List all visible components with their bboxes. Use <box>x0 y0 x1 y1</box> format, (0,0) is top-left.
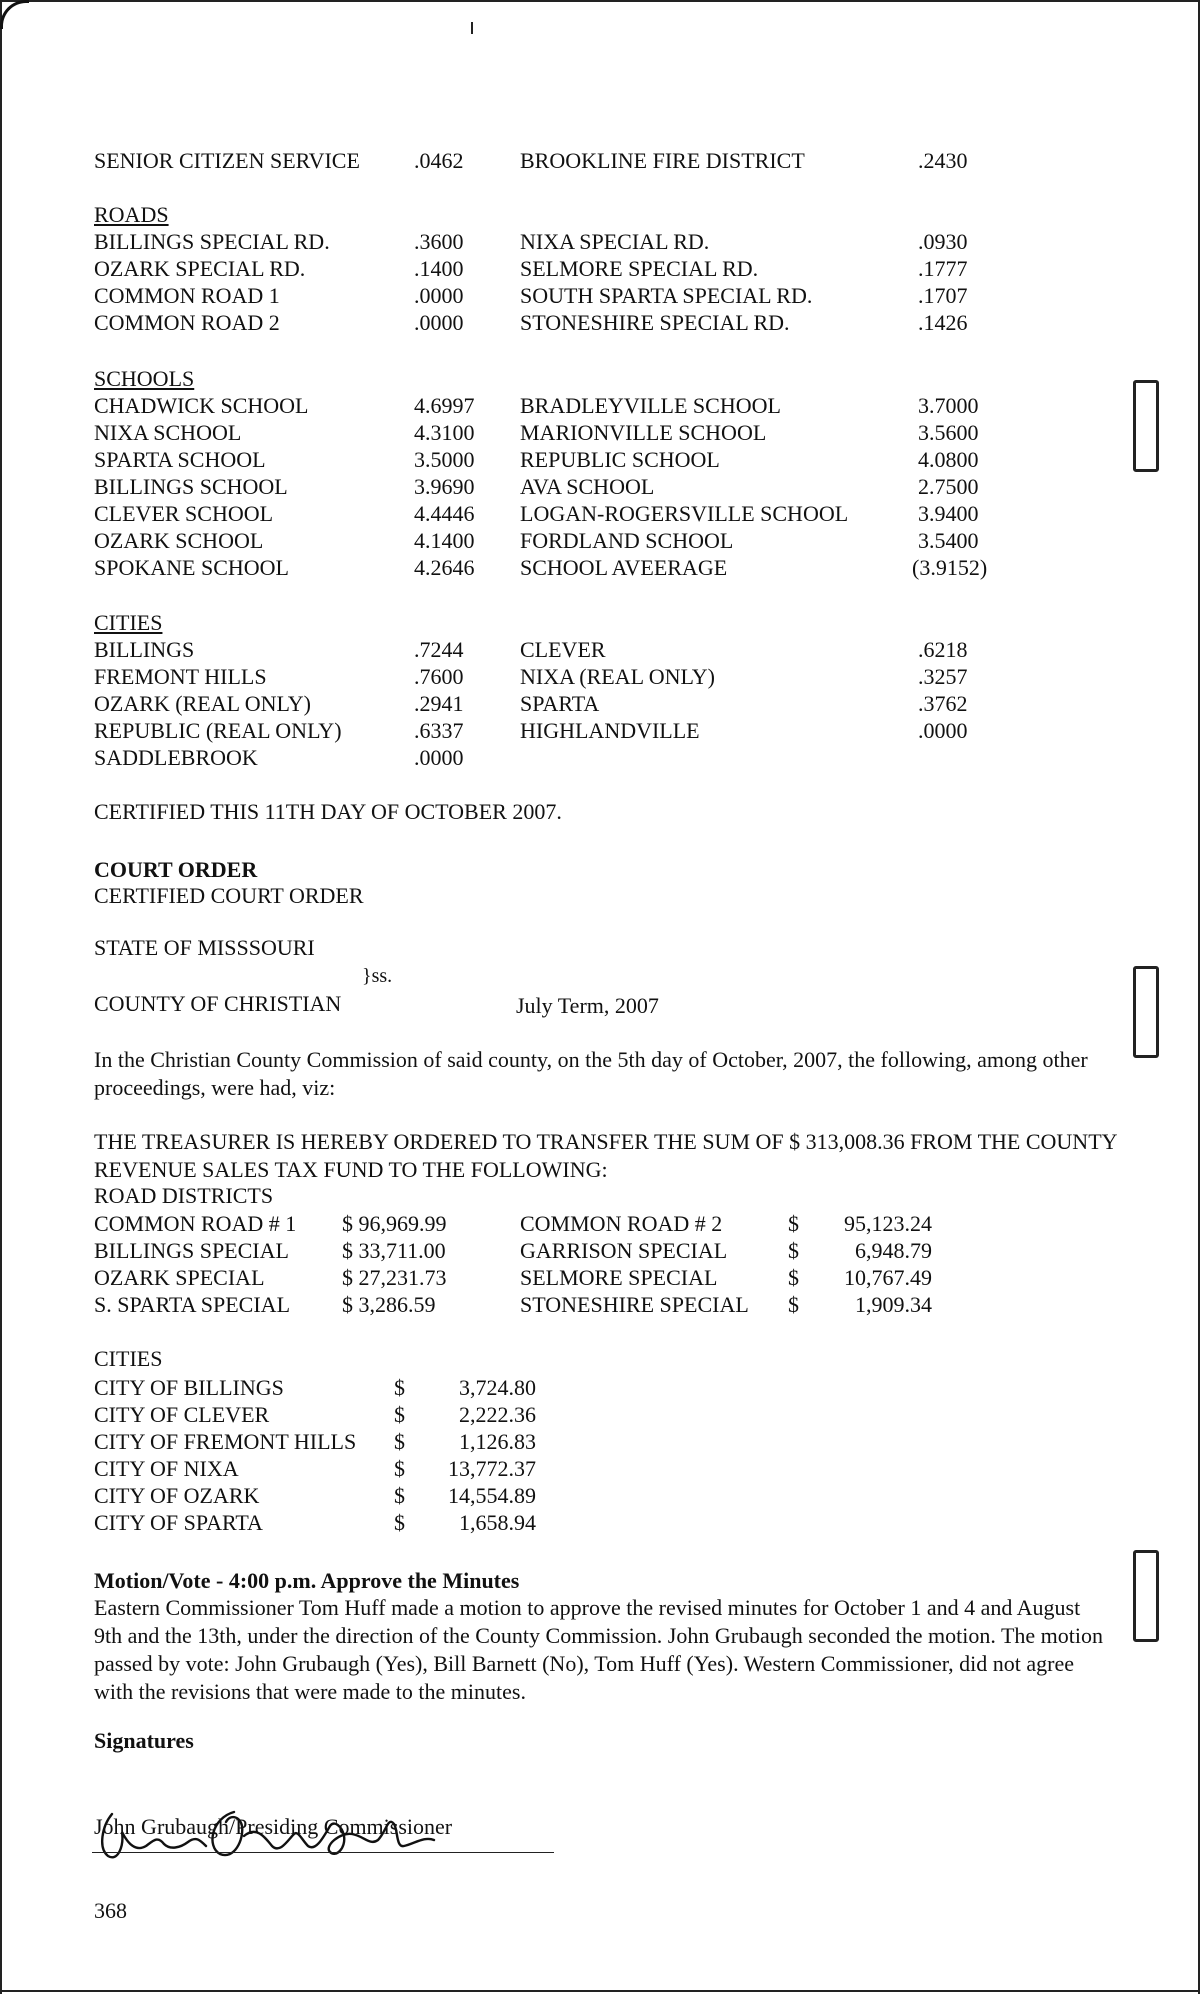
city-amount: 1,658.94 <box>459 1510 536 1535</box>
motion-paragraph: Eastern Commissioner Tom Huff made a motion to approve the revised minutes for October 1 and 4 and August 9th and the 13th, under the direction of the County Commission. John Grubaugh seconded the motion. The motion passed by vote: John Grubaugh (Yes), Bill Barnett (No), Tom Huff (Yes). Western Commissioner, did not agree with the revisions that were made to the minutes. <box>94 1595 1104 1704</box>
term-line: July Term, 2007 <box>516 993 659 1018</box>
levy-rate: .0462 <box>414 148 464 173</box>
levy-label: OZARK (REAL ONLY) <box>94 691 311 716</box>
levy-label: CLEVER <box>520 637 606 662</box>
levy-rate: .2941 <box>414 691 464 716</box>
levy-label: MARIONVILLE SCHOOL <box>520 420 767 445</box>
levy-label: OZARK SCHOOL <box>94 528 264 553</box>
levy-rate: 3.5600 <box>918 420 979 445</box>
levy-rate: .0000 <box>918 718 968 743</box>
table-row <box>94 1401 536 1428</box>
table-row <box>94 1482 536 1509</box>
court-order-subheading: CERTIFIED COURT ORDER <box>94 883 364 908</box>
table-row <box>94 1291 932 1318</box>
district-amount: $ 96,969.99 <box>342 1211 447 1236</box>
district-amount: $ 27,231.73 <box>342 1265 447 1290</box>
levy-label: REPUBLIC SCHOOL <box>520 447 720 472</box>
currency-symbol: $ <box>394 1483 405 1508</box>
section-heading-schools: SCHOOLS <box>94 366 195 391</box>
levy-rate: 3.7000 <box>918 393 979 418</box>
levy-label: LOGAN-ROGERSVILLE SCHOOL <box>520 501 849 526</box>
levy-rate: .6337 <box>414 718 464 743</box>
certification-line: CERTIFIED THIS 11TH DAY OF OCTOBER 2007. <box>94 799 562 824</box>
levy-rate: (3.9152) <box>912 555 988 580</box>
levy-label: COMMON ROAD 2 <box>94 310 280 335</box>
levy-rate: 4.4446 <box>414 501 475 526</box>
page-edge-top <box>0 0 1200 2</box>
district-name: COMMON ROAD # 1 <box>94 1211 297 1236</box>
district-name: GARRISON SPECIAL <box>520 1238 728 1263</box>
table-row <box>94 1509 536 1536</box>
levy-rate: .1426 <box>918 310 968 335</box>
levy-label: REPUBLIC (REAL ONLY) <box>94 718 342 743</box>
levy-label: CLEVER SCHOOL <box>94 501 274 526</box>
city-name: CITY OF NIXA <box>94 1456 239 1481</box>
currency-symbol: $ <box>788 1265 799 1290</box>
levy-label: SELMORE SPECIAL RD. <box>520 256 759 281</box>
levy-rate: .7244 <box>414 637 464 662</box>
punch-hole-3 <box>1133 1550 1159 1642</box>
levy-rate: .6218 <box>918 637 968 662</box>
levy-rate: 4.0800 <box>918 447 979 472</box>
scan-mark <box>471 22 473 34</box>
city-name: CITY OF SPARTA <box>94 1510 263 1535</box>
cities-transfer-table <box>94 1374 536 1536</box>
levy-label: OZARK SPECIAL RD. <box>94 256 306 281</box>
levy-label: SCHOOL AVEERAGE <box>520 555 728 580</box>
levy-label: SENIOR CITIZEN SERVICE <box>94 148 360 173</box>
levy-label: BILLINGS <box>94 637 195 662</box>
district-name: STONESHIRE SPECIAL <box>520 1292 749 1317</box>
table-row <box>94 1237 932 1264</box>
levy-label: BROOKLINE FIRE DISTRICT <box>520 148 805 173</box>
levy-label: BILLINGS SPECIAL RD. <box>94 229 330 254</box>
city-amount: 3,724.80 <box>459 1375 536 1400</box>
state-line: STATE OF MISSSOURI <box>94 935 315 960</box>
table-row <box>94 1374 536 1401</box>
levy-rate: .2430 <box>918 148 968 173</box>
signature-line <box>92 1852 554 1853</box>
cities-transfer-heading: CITIES <box>94 1346 163 1371</box>
district-name: BILLINGS SPECIAL <box>94 1238 289 1263</box>
levy-label: SPOKANE SCHOOL <box>94 555 289 580</box>
levy-rate: 4.3100 <box>414 420 475 445</box>
levy-rate: .3600 <box>414 229 464 254</box>
currency-symbol: $ <box>788 1292 799 1317</box>
page-number: 368 <box>94 1898 127 1923</box>
signer-name: John Grubaugh/Presiding Commissioner <box>94 1814 453 1839</box>
intro-paragraph: In the Christian County Commission of said county, on the 5th day of October, 2007, the following, among other proceedings, were had, viz: <box>94 1047 1088 1100</box>
levy-rate: 4.2646 <box>414 555 475 580</box>
levy-label: NIXA SCHOOL <box>94 420 242 445</box>
levy-label: SADDLEBROOK <box>94 745 258 770</box>
levy-rate: 4.1400 <box>414 528 475 553</box>
levy-label: SPARTA SCHOOL <box>94 447 266 472</box>
levy-rate: .1707 <box>918 283 968 308</box>
section-heading-cities: CITIES <box>94 610 163 635</box>
city-amount: 1,126.83 <box>459 1429 536 1454</box>
page-edge-left <box>0 0 2 1994</box>
table-row <box>94 1428 536 1455</box>
currency-symbol: $ <box>394 1402 405 1427</box>
court-order-heading: COURT ORDER <box>94 857 258 882</box>
city-amount: 14,554.89 <box>448 1483 536 1508</box>
district-name: OZARK SPECIAL <box>94 1265 265 1290</box>
district-amount: 1,909.34 <box>855 1292 932 1317</box>
levy-label: COMMON ROAD 1 <box>94 283 280 308</box>
district-amount: 95,123.24 <box>844 1211 932 1236</box>
district-amount: 6,948.79 <box>855 1238 932 1263</box>
district-amount: $ 33,711.00 <box>342 1238 446 1263</box>
levy-rate: 2.7500 <box>918 474 979 499</box>
levy-rate: .1777 <box>918 256 968 281</box>
city-name: CITY OF FREMONT HILLS <box>94 1429 357 1454</box>
levy-label: SOUTH SPARTA SPECIAL RD. <box>520 283 813 308</box>
punch-hole-1 <box>1133 380 1159 472</box>
levy-rate: .0000 <box>414 283 464 308</box>
district-name: S. SPARTA SPECIAL <box>94 1292 291 1317</box>
currency-symbol: $ <box>394 1429 405 1454</box>
levy-label: NIXA (REAL ONLY) <box>520 664 715 689</box>
motion-heading: Motion/Vote - 4:00 p.m. Approve the Minutes <box>94 1568 520 1593</box>
levy-rate: 4.6997 <box>414 393 475 418</box>
levy-rate: 3.5400 <box>918 528 979 553</box>
levy-label: HIGHLANDVILLE <box>520 718 700 743</box>
levy-label: FORDLAND SCHOOL <box>520 528 734 553</box>
section-heading-roads: ROADS <box>94 202 169 227</box>
district-name: COMMON ROAD # 2 <box>520 1211 723 1236</box>
district-name: SELMORE SPECIAL <box>520 1265 718 1290</box>
county-line: COUNTY OF CHRISTIAN <box>94 991 342 1016</box>
levy-rate: 3.5000 <box>414 447 475 472</box>
district-amount: $ 3,286.59 <box>342 1292 436 1317</box>
table-row <box>94 1210 932 1237</box>
levy-label: CHADWICK SCHOOL <box>94 393 309 418</box>
road-districts-table <box>94 1210 932 1318</box>
levy-label: BILLINGS SCHOOL <box>94 474 288 499</box>
district-amount: 10,767.49 <box>844 1265 932 1290</box>
levy-label: BRADLEYVILLE SCHOOL <box>520 393 781 418</box>
levy-label: SPARTA <box>520 691 600 716</box>
levy-rate: .0930 <box>918 229 968 254</box>
levy-rate: .0000 <box>414 310 464 335</box>
transfer-order-paragraph: THE TREASURER IS HEREBY ORDERED TO TRANSFER THE SUM OF $ 313,008.36 FROM THE COUNTY REVENUE SALES TAX FUND TO THE FOLLOWING: <box>94 1129 1117 1182</box>
signatures-heading: Signatures <box>94 1728 194 1753</box>
levy-label: AVA SCHOOL <box>520 474 655 499</box>
currency-symbol: $ <box>788 1238 799 1263</box>
page-corner-curl <box>0 0 29 29</box>
levy-rate: .3257 <box>918 664 968 689</box>
currency-symbol: $ <box>394 1375 405 1400</box>
table-row <box>94 1264 932 1291</box>
city-name: CITY OF OZARK <box>94 1483 260 1508</box>
city-name: CITY OF BILLINGS <box>94 1375 284 1400</box>
levy-rate: .3762 <box>918 691 968 716</box>
levy-rate: .1400 <box>414 256 464 281</box>
currency-symbol: $ <box>394 1456 405 1481</box>
levy-rate: 3.9400 <box>918 501 979 526</box>
currency-symbol: $ <box>394 1510 405 1535</box>
currency-symbol: $ <box>788 1211 799 1236</box>
city-amount: 13,772.37 <box>448 1456 536 1481</box>
levy-rate: 3.9690 <box>414 474 475 499</box>
road-districts-heading: ROAD DISTRICTS <box>94 1183 274 1208</box>
city-name: CITY OF CLEVER <box>94 1402 270 1427</box>
levy-label: STONESHIRE SPECIAL RD. <box>520 310 790 335</box>
page-edge-bottom <box>0 1990 1200 1992</box>
ss-bracket: }ss. <box>362 965 393 987</box>
city-amount: 2,222.36 <box>459 1402 536 1427</box>
table-row <box>94 1455 536 1482</box>
levy-rate: .0000 <box>414 745 464 770</box>
levy-label: FREMONT HILLS <box>94 664 267 689</box>
punch-hole-2 <box>1133 966 1159 1058</box>
levy-rate: .7600 <box>414 664 464 689</box>
levy-label: NIXA SPECIAL RD. <box>520 229 710 254</box>
